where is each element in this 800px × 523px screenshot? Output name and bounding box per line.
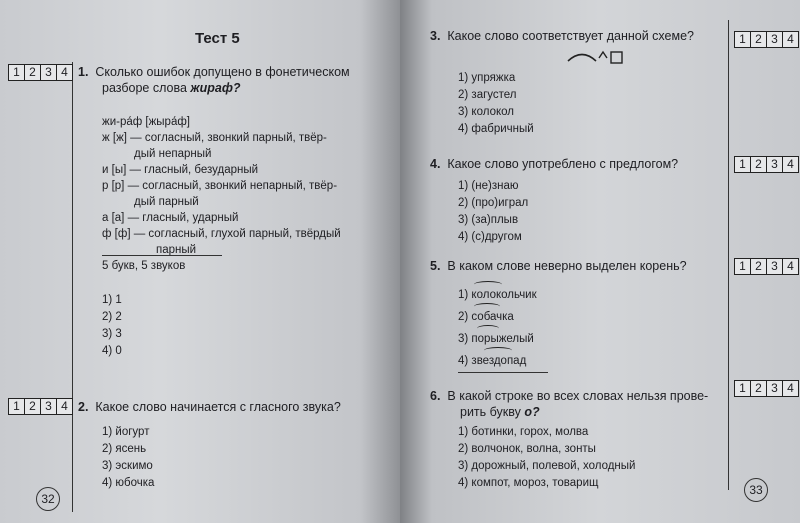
q6-option[interactable]: 4) компот, мороз, товарищ: [458, 477, 599, 489]
q1-option[interactable]: 2) 2: [102, 311, 122, 323]
q4-option[interactable]: 4) (с)другом: [458, 231, 522, 243]
q3-option[interactable]: 4) фабричный: [458, 123, 534, 135]
question-1: 1. Сколько ошибок допущено в фонетическом разборе слова жираф?: [78, 65, 350, 95]
question-3: 3. Какое слово соответствует данной схеме?: [430, 29, 694, 43]
question-5: 5. В каком слове неверно выделен корень?: [430, 259, 687, 273]
q2-option[interactable]: 3) эскимо: [102, 460, 153, 472]
question-6: 6. В какой строке во всех словах нельзя прове- рить букву о?: [430, 389, 709, 419]
q1-options: [102, 292, 122, 360]
answer-boxes-q4[interactable]: 1 2 3 4: [734, 156, 799, 173]
q5-divider: [458, 372, 548, 373]
test-title: Тест 5: [195, 30, 240, 47]
margin-rule: [728, 20, 729, 490]
q2-option[interactable]: 1) йогурт: [102, 426, 150, 438]
answer-boxes-q2[interactable]: 1 2 3 4: [8, 398, 73, 415]
question-4: 4. Какое слово употреблено с предлогом?: [430, 157, 679, 171]
answer-boxes-q5[interactable]: 1 2 3 4: [734, 258, 799, 275]
analysis-summary: 5 букв, 5 звуков: [102, 260, 186, 272]
q5-option[interactable]: 3) порыжелый: [458, 328, 537, 350]
answer-boxes-q6[interactable]: 1 2 3 4: [734, 380, 799, 397]
q6-option[interactable]: 1) ботинки, горох, молва: [458, 426, 589, 438]
q1-option[interactable]: 1) 1: [102, 294, 122, 306]
q3-option[interactable]: 3) колокол: [458, 106, 514, 118]
answer-boxes-q1[interactable]: 1 2 3 4: [8, 64, 73, 81]
q5-options: [458, 284, 537, 372]
answer-boxes-q3[interactable]: 1 2 3 4: [734, 31, 799, 48]
question-2: 2. Какое слово начинается с гласного звука?: [78, 400, 341, 414]
page-number-right: 33: [744, 478, 768, 502]
q1-option[interactable]: 4) 0: [102, 345, 122, 357]
q2-option[interactable]: 2) ясень: [102, 443, 147, 455]
q4-options: [458, 178, 528, 246]
q5-option[interactable]: 1) колокольчик: [458, 284, 537, 306]
q3-option[interactable]: 1) упряжка: [458, 72, 516, 84]
morpheme-scheme-icon: [566, 48, 624, 68]
q6-option[interactable]: 2) волчонок, волна, зонты: [458, 443, 596, 455]
q4-option[interactable]: 1) (не)знаю: [458, 180, 519, 192]
analysis-divider: [102, 255, 222, 256]
phonetic-analysis: жи-ра́ф [жыра́ф] ж [ж] — согласный, звонкий парный, твёр- дый непарный и [ы] — гласный, безударный р [р] — согласный, звонкий непарный, твёр- дый парный а [а] — гласный, ударный ф [ф] — согласный, глухой парный, твёрдый парный: [102, 116, 341, 256]
q3-options: [458, 70, 534, 138]
margin-rule: [72, 62, 73, 512]
q1-option[interactable]: 3) 3: [102, 328, 122, 340]
q2-options: [102, 424, 154, 492]
q2-option[interactable]: 4) юбочка: [102, 477, 155, 489]
q5-option[interactable]: 4) звездопад: [458, 350, 537, 372]
q4-option[interactable]: 3) (за)плыв: [458, 214, 519, 226]
page-number-left: 32: [36, 487, 60, 511]
q3-option[interactable]: 2) загустел: [458, 89, 517, 101]
q6-option[interactable]: 3) дорожный, полевой, холодный: [458, 460, 636, 472]
q6-options: [458, 424, 635, 492]
right-page: [400, 0, 800, 523]
q5-option[interactable]: 2) собачка: [458, 306, 537, 328]
q4-option[interactable]: 2) (про)играл: [458, 197, 529, 209]
